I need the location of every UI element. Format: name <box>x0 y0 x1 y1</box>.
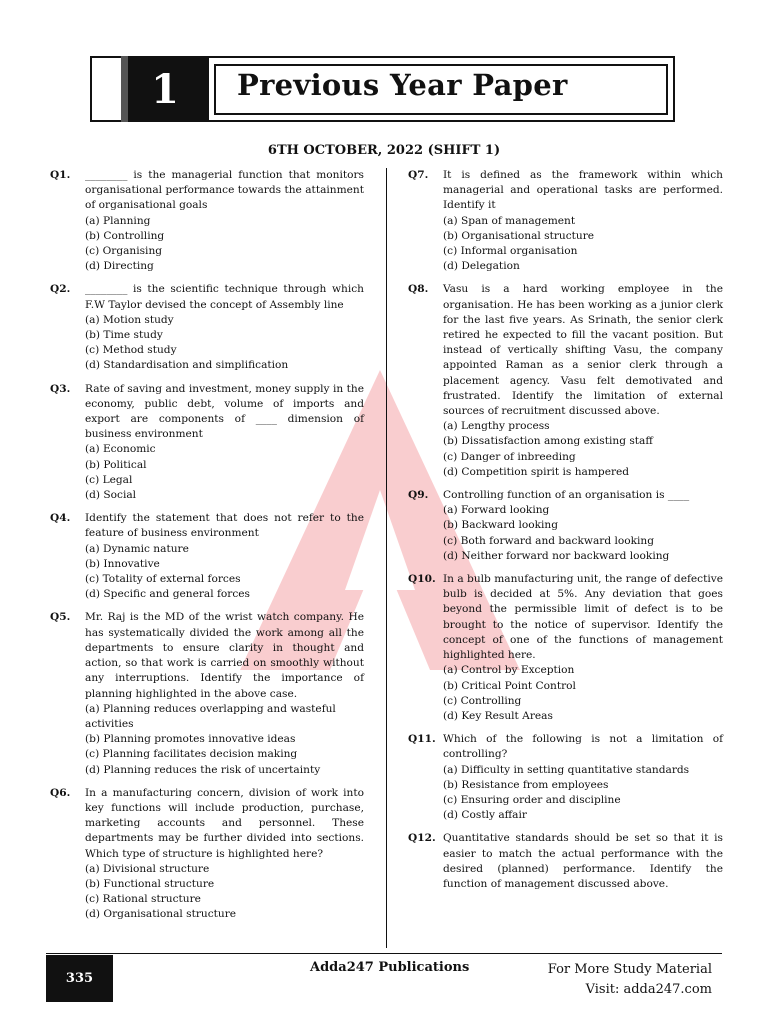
answer-option: (a) Span of management <box>443 214 576 227</box>
more-material-text: For More Study Material <box>547 962 712 977</box>
question-number: Q10. <box>408 573 436 586</box>
answer-option: (d) Social <box>85 489 137 502</box>
answer-option: (b) Resistance from employees <box>443 778 609 791</box>
answer-option: (d) Standardisation and simplification <box>85 359 289 372</box>
question-stem: Controlling function of an organisation is ____ <box>443 489 690 502</box>
question-body <box>85 610 364 777</box>
answer-option: (d) Neither forward nor backward looking <box>443 549 670 562</box>
answer-option: (d) Directing <box>85 260 154 273</box>
page-title: Previous Year Paper <box>237 68 568 102</box>
question-body <box>443 282 723 480</box>
question-number: Q5. <box>50 611 71 624</box>
answer-option: (a) Dynamic nature <box>85 542 189 555</box>
exam-title: 6TH OCTOBER, 2022 (SHIFT 1) <box>267 143 501 158</box>
answer-option: (d) Key Result Areas <box>443 709 553 722</box>
answer-option: (c) Totality of external forces <box>85 573 241 586</box>
footer-promo <box>548 960 712 1000</box>
answer-option: (a) Divisional structure <box>85 862 210 875</box>
question-item <box>408 572 723 724</box>
question-item <box>50 382 364 504</box>
answer-option: (a) Planning <box>85 214 151 227</box>
question-stem: It is defined as the framework within which managerial and operational tasks are performed. Identify it <box>443 169 723 212</box>
question-body <box>85 382 364 504</box>
question-stem: Mr. Raj is the MD of the wrist watch company. He has systematically divided the work among all the departments to ensure clarity in thought and action, so that work is carried on smoothly without any interruptions. Identify the importance of planning highlighted in the above case. <box>85 611 364 700</box>
question-body <box>443 732 723 823</box>
question-number: Q8. <box>408 283 429 296</box>
question-number: Q12. <box>408 832 436 845</box>
question-number: Q3. <box>50 382 71 395</box>
answer-option: (c) Danger of inbreeding <box>443 450 576 463</box>
question-body <box>85 168 364 274</box>
question-item <box>408 168 723 274</box>
answer-option: (b) Political <box>85 458 147 471</box>
question-number: Q4. <box>50 512 71 525</box>
answer-option: (b) Innovative <box>85 557 160 570</box>
answer-option: (d) Costly affair <box>443 809 527 822</box>
question-item <box>408 831 723 892</box>
answer-option: (c) Planning facilitates decision making <box>85 748 298 761</box>
answer-option: (a) Lengthy process <box>443 420 550 433</box>
answer-option: (c) Ensuring order and discipline <box>443 793 621 806</box>
answer-option: (c) Method study <box>85 344 177 357</box>
answer-option: (a) Motion study <box>85 313 174 326</box>
question-number: Q9. <box>408 489 429 502</box>
question-stem: ________ is the scientific technique through which F.W Taylor devised the concept of Assembly line <box>85 283 364 311</box>
question-body <box>85 786 364 923</box>
answer-option: (d) Organisational structure <box>85 908 237 921</box>
publisher-name: Adda247 Publications <box>310 960 470 975</box>
right-question-column <box>408 168 723 900</box>
question-item <box>50 168 364 274</box>
question-body <box>85 282 364 373</box>
question-body <box>443 488 723 564</box>
question-stem: Which of the following is not a limitation of controlling? <box>443 733 723 761</box>
chapter-accent-bar <box>121 56 128 122</box>
question-number: Q1. <box>50 169 71 181</box>
question-number: Q6. <box>50 786 71 799</box>
answer-option: (d) Delegation <box>443 260 520 273</box>
answer-option: (d) Competition spirit is hampered <box>443 465 630 478</box>
question-body <box>443 831 723 892</box>
answer-option: (a) Forward looking <box>443 504 550 517</box>
chapter-number-box <box>121 56 209 122</box>
question-item <box>408 282 723 480</box>
question-number: Q2. <box>50 283 71 296</box>
answer-option: (c) Informal organisation <box>443 245 578 258</box>
question-body <box>85 511 364 602</box>
question-stem: Rate of saving and investment, money supply in the economy, public debt, volume of imports and export are components of ____ dimension of business environment <box>85 382 364 441</box>
question-stem: Identify the statement that does not refer to the feature of business environment <box>85 512 364 540</box>
question-stem: In a manufacturing concern, division of work into key functions will include production, purchase, marketing accounts and personnel. These departments may be further divided into sections. Which type of structure is highlighted here? <box>85 786 364 860</box>
left-question-column <box>50 168 364 931</box>
chapter-number: 1 <box>151 65 179 113</box>
question-stem: ________ is the managerial function that monitors organisational performance towards the attainment of organisational goals <box>85 169 364 212</box>
answer-option: (a) Control by Exception <box>443 664 575 677</box>
answer-option: (b) Organisational structure <box>443 229 595 242</box>
answer-option: (c) Rational structure <box>85 893 201 906</box>
question-item <box>408 488 723 564</box>
chapter-header <box>90 56 675 122</box>
question-stem: Quantitative standards should be set so that it is easier to match the actual performance with the desired (planned) performance. Identify the function of management discussed above. <box>443 832 723 890</box>
column-divider <box>386 168 387 948</box>
question-item <box>50 610 364 777</box>
footer-rule <box>46 953 722 954</box>
answer-option: (d) Planning reduces the risk of uncertainty <box>85 763 321 776</box>
answer-option: (a) Difficulty in setting quantitative standards <box>443 763 690 776</box>
answer-option: (c) Legal <box>85 473 133 486</box>
question-number: Q11. <box>408 733 436 746</box>
question-item <box>50 282 364 373</box>
answer-option: (b) Controlling <box>85 229 165 242</box>
question-number: Q7. <box>408 169 429 181</box>
page-number: 335 <box>46 955 113 1002</box>
question-item <box>50 786 364 923</box>
question-body <box>443 572 723 724</box>
answer-option: (c) Both forward and backward looking <box>443 534 655 547</box>
question-item <box>408 732 723 823</box>
answer-option: (a) Planning reduces overlapping and wasteful activities <box>85 702 336 730</box>
question-stem: Vasu is a hard working employee in the organisation. He has been working as a junior clerk for the last five years. As Srinath, the senior clerk retired he expected to fill the vacant position. But instead of vertically shifting Vasu, the company appointed Raman as a senior clerk through a placement agency. Vasu felt demotivated and frustrated. Identify the limitation of external sources of recruitment discussed above. <box>443 283 723 418</box>
answer-option: (b) Functional structure <box>85 877 215 890</box>
answer-option: (c) Controlling <box>443 694 522 707</box>
answer-option: (c) Organising <box>85 245 163 258</box>
answer-option: (b) Dissatisfaction among existing staff <box>443 435 653 448</box>
question-stem: In a bulb manufacturing unit, the range of defective bulb is decided at 5%. Any deviation that goes beyond the permissible limit of defect is to be brought to the notice of supervisor. Identify the concept of one of the functions of management highlighted here. <box>443 573 723 662</box>
answer-option: (b) Time study <box>85 329 163 342</box>
website-text: Visit: adda247.com <box>585 982 712 997</box>
answer-option: (a) Economic <box>85 443 156 456</box>
answer-option: (b) Planning promotes innovative ideas <box>85 733 296 746</box>
answer-option: (b) Critical Point Control <box>443 679 576 692</box>
question-item <box>50 511 364 602</box>
answer-option: (d) Specific and general forces <box>85 588 250 601</box>
answer-option: (b) Backward looking <box>443 519 559 532</box>
question-body <box>443 168 723 274</box>
